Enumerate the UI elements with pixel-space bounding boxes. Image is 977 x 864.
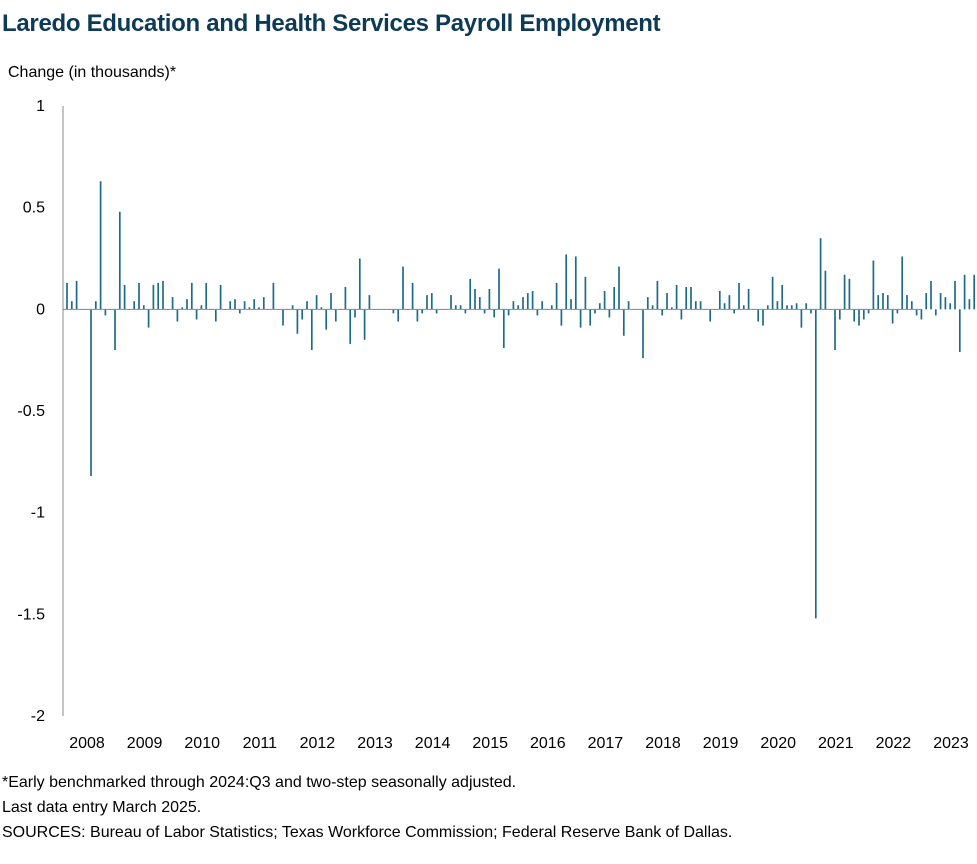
bar [949,303,951,309]
bar [364,309,366,340]
bar [335,309,337,321]
bar [767,305,769,309]
footnote-last-entry: Last data entry March 2025. [2,799,202,816]
bar [489,289,491,309]
bar [777,301,779,309]
bar [964,275,966,310]
bar [412,283,414,309]
bar [215,309,217,321]
bar [921,309,923,319]
bar [585,277,587,310]
footnote-adjustment: *Early benchmarked through 2024:Q3 and two-step seasonally adjusted. [2,774,517,791]
y-tick-label: -1 [30,504,45,522]
bar [330,293,332,309]
bar [201,305,203,309]
bar [618,267,620,310]
bar [796,303,798,309]
bar [729,295,731,309]
bar [565,254,567,309]
bar [623,309,625,335]
bar [484,309,486,313]
bar [844,275,846,310]
bar [253,299,255,309]
bar [652,305,654,309]
bar [781,285,783,309]
bar [220,285,222,309]
bar [906,295,908,309]
bar [239,309,241,313]
x-tick-label: 2013 [357,735,393,752]
bar [839,309,841,319]
bar [589,309,591,325]
bar [945,297,947,309]
bar [738,283,740,309]
bar [301,309,303,319]
bar [162,281,164,309]
bar [282,309,284,325]
bar [66,283,68,309]
y-tick-label: 1 [36,98,45,115]
bar [858,309,860,325]
bar [791,305,793,309]
x-tick-label: 2022 [875,735,912,752]
bars [66,181,977,618]
bar [882,293,884,309]
bar [436,309,438,313]
bar [849,279,851,310]
bar [345,287,347,309]
bar [177,309,179,321]
bar [599,303,601,309]
bar [681,309,683,319]
bar [191,283,193,309]
bar [95,301,97,309]
x-tick-label: 2012 [299,735,336,752]
x-tick-label: 2010 [184,735,220,752]
bar [657,281,659,309]
bar [709,309,711,321]
bar [450,295,452,309]
bar [537,309,539,315]
bar [609,309,611,317]
x-tick-label: 2015 [472,735,508,752]
bar [498,269,500,310]
y-tick-label: -0.5 [17,403,45,420]
bar [647,297,649,309]
bar [474,289,476,309]
bar [234,299,236,309]
bar [690,287,692,309]
bar [666,293,668,309]
y-axis-label: Change (in thousands)* [8,64,177,81]
bar [532,291,534,309]
x-tick-label: 2014 [414,735,451,752]
bar [119,212,121,310]
bar [393,309,395,313]
bar [969,299,971,309]
bar [724,303,726,309]
bar [853,309,855,321]
bar [911,301,913,309]
x-tick-labels [69,735,977,752]
bar [508,309,510,315]
y-tick-labels [17,98,45,725]
bar [402,267,404,310]
bar [801,309,803,327]
bar [517,305,519,309]
bar [901,256,903,309]
bar [570,299,572,309]
bar [522,297,524,309]
bar [925,293,927,309]
x-tick-label: 2011 [242,735,278,752]
bar [465,309,467,313]
bar [124,285,126,309]
bar [263,297,265,309]
bar [733,309,735,313]
bar [105,309,107,315]
bar [551,305,553,309]
bar [935,309,937,315]
x-tick-label: 2018 [645,735,681,752]
bar [805,303,807,309]
bar [897,309,899,313]
bar [455,305,457,309]
bar [892,309,894,323]
bar [887,295,889,309]
bar [613,287,615,309]
bar [100,181,102,309]
bar [748,289,750,309]
bar [772,277,774,310]
bar [762,309,764,325]
bar [743,305,745,309]
bar [349,309,351,344]
bar [493,309,495,317]
bar [594,309,596,313]
bar [325,309,327,329]
bar [834,309,836,350]
bar [397,309,399,321]
bar [877,295,879,309]
bar [205,283,207,309]
bar [172,297,174,309]
x-tick-label: 2017 [587,735,624,752]
bar [575,256,577,309]
bar [561,309,563,325]
bar [815,309,817,618]
bar [810,309,812,313]
bar [196,309,198,319]
bar [297,309,299,333]
bar [916,309,918,315]
bar [354,309,356,317]
bar [311,309,313,350]
x-tick-label: 2009 [126,735,163,752]
bar [940,293,942,309]
y-tick-label: -1.5 [17,606,45,624]
bar [153,285,155,309]
bar [685,287,687,309]
bar [90,309,92,476]
y-tick-label: 0.5 [22,199,45,217]
bar [757,309,759,321]
bar [954,281,956,309]
bar [359,259,361,310]
bar [244,301,246,309]
bar [479,297,481,309]
y-tick-label: -2 [30,708,45,725]
x-tick-label: 2016 [530,735,566,752]
bar [292,305,294,309]
bar [863,309,865,319]
bar [306,301,308,309]
bar [786,305,788,309]
x-tick-label: 2008 [69,735,105,752]
bar [229,301,231,309]
bar [930,281,932,309]
bar [421,309,423,313]
bar [71,301,73,309]
bar [133,301,135,309]
bar [273,283,275,309]
bar [873,261,875,310]
bar [503,309,505,348]
bar [513,301,515,309]
x-tick-label: 2019 [702,735,739,752]
bar [431,293,433,309]
bar [719,291,721,309]
bar [148,309,150,327]
y-tick-label: 0 [36,301,45,319]
x-tick-label: 2020 [760,735,796,752]
bar [76,281,78,309]
bar [556,283,558,309]
bar [417,309,419,321]
bar [695,301,697,309]
bar [868,309,870,313]
bar [959,309,961,352]
footnote-sources: SOURCES: Bureau of Labor Statistics; Texas Workforce Commission; Federal Reserve Bank of Dallas. [2,824,733,841]
bar [186,299,188,309]
bar [642,309,644,358]
chart-title: Laredo Education and Health Services Payroll Employment [2,10,661,37]
bar [604,291,606,309]
bar [628,301,630,309]
bar [825,271,827,310]
bar [700,301,702,309]
footnotes [2,770,732,845]
bar [820,238,822,309]
bar [138,283,140,309]
bar [661,309,663,315]
bar [541,301,543,309]
bar [580,309,582,327]
bar [973,275,975,310]
bar [143,305,145,309]
x-tick-label: 2023 [933,735,969,752]
bar [527,293,529,309]
bar [460,305,462,309]
bar [469,279,471,310]
bar [316,295,318,309]
bar [157,283,159,309]
bar [676,285,678,309]
x-tick-label: 2021 [818,735,854,752]
bar [114,309,116,350]
bar [369,295,371,309]
bar [426,295,428,309]
